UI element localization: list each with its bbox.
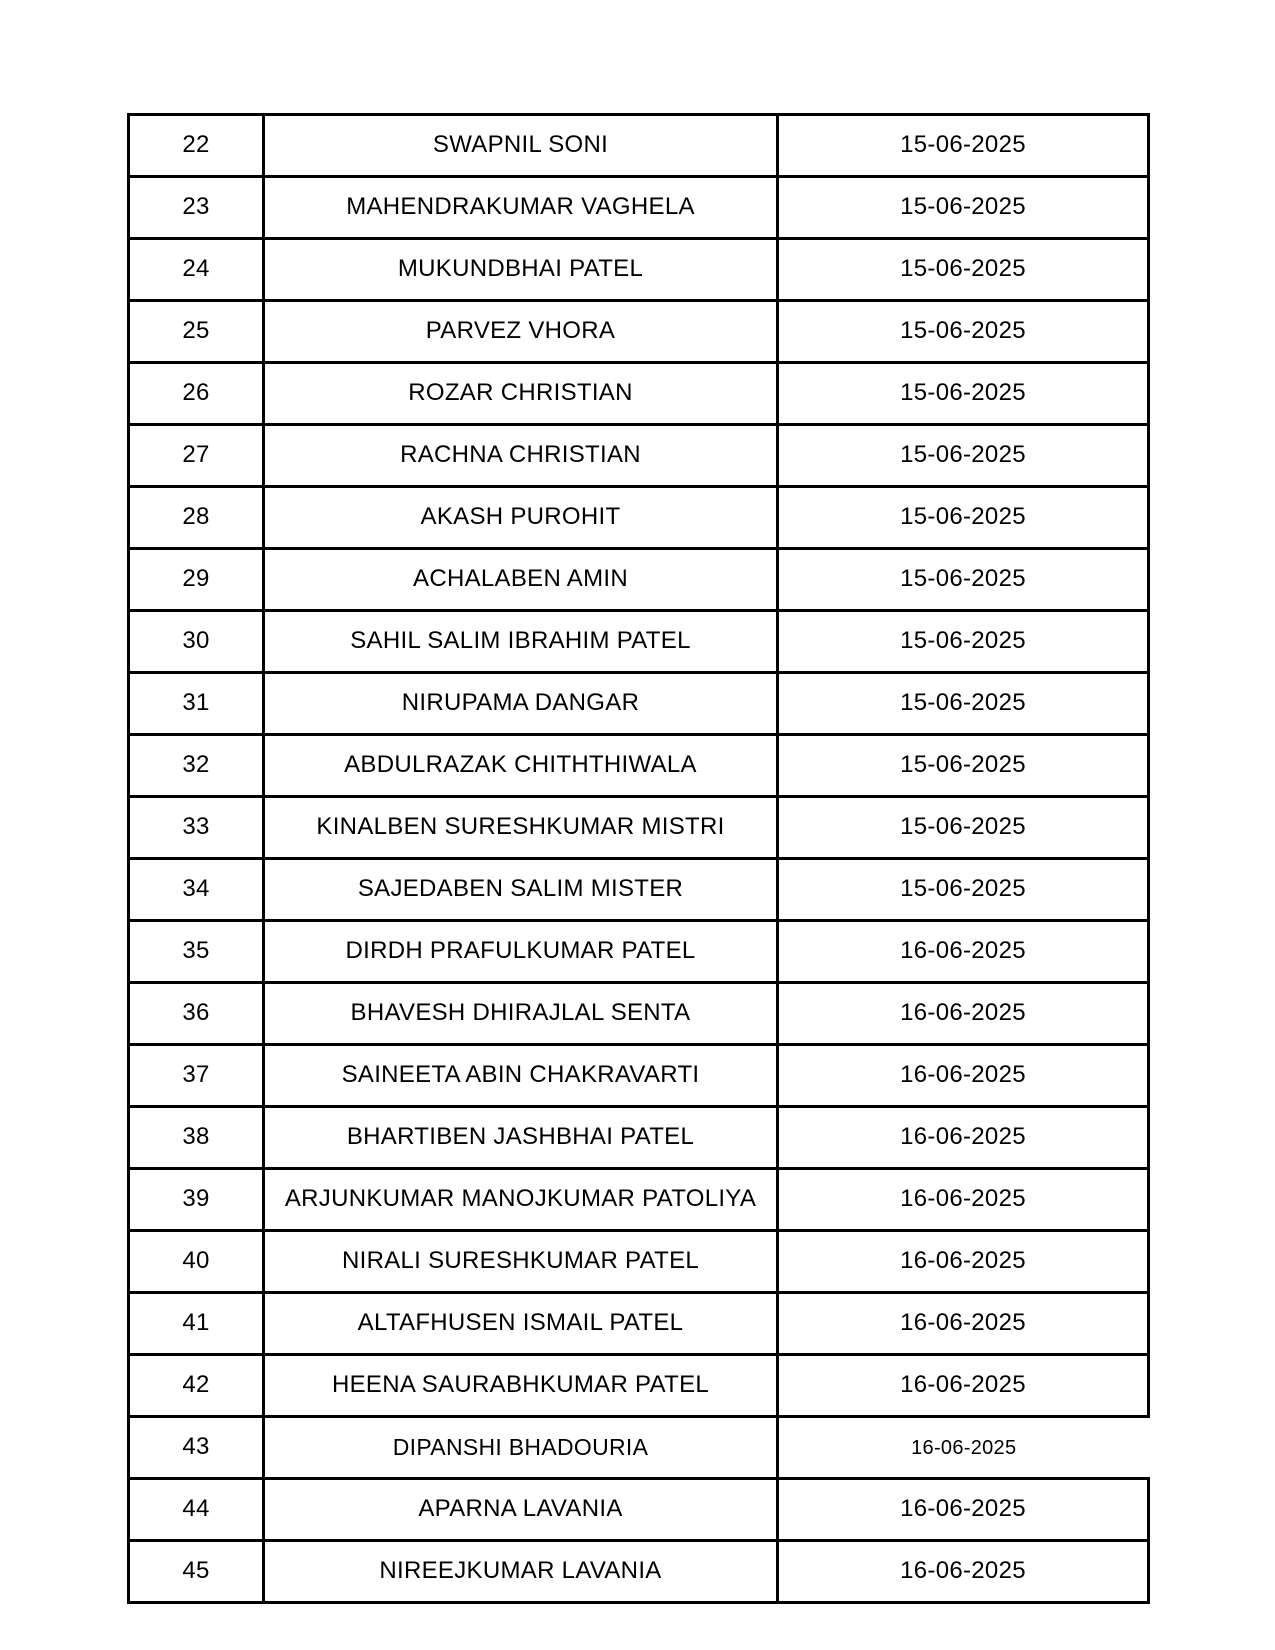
date-cell: 15-06-2025 <box>778 797 1149 859</box>
table-row <box>129 301 1149 363</box>
name-cell: RACHNA CHRISTIAN <box>264 425 778 487</box>
name-cell: ROZAR CHRISTIAN <box>264 363 778 425</box>
serial-cell: 32 <box>129 735 264 797</box>
date-cell: 16-06-2025 <box>778 1231 1149 1293</box>
date-cell: 15-06-2025 <box>778 177 1149 239</box>
table-row <box>129 983 1149 1045</box>
date-cell: 16-06-2025 <box>778 1293 1149 1355</box>
name-cell: SAJEDABEN SALIM MISTER <box>264 859 778 921</box>
serial-cell: 31 <box>129 673 264 735</box>
name-cell: HEENA SAURABHKUMAR PATEL <box>264 1355 778 1417</box>
date-cell: 16-06-2025 <box>778 1045 1149 1107</box>
serial-cell: 37 <box>129 1045 264 1107</box>
name-cell: NIRALI SURESHKUMAR PATEL <box>264 1231 778 1293</box>
date-cell: 15-06-2025 <box>778 673 1149 735</box>
name-cell: AKASH PUROHIT <box>264 487 778 549</box>
date-cell: 15-06-2025 <box>778 425 1149 487</box>
table-row <box>129 1169 1149 1231</box>
table-row <box>129 611 1149 673</box>
serial-cell: 25 <box>129 301 264 363</box>
roster-table <box>127 113 1150 1604</box>
date-cell: 15-06-2025 <box>778 301 1149 363</box>
name-cell: BHAVESH DHIRAJLAL SENTA <box>264 983 778 1045</box>
serial-cell: 45 <box>129 1541 264 1603</box>
name-cell: ARJUNKUMAR MANOJKUMAR PATOLIYA <box>264 1169 778 1231</box>
serial-cell: 38 <box>129 1107 264 1169</box>
table-row <box>129 1541 1149 1603</box>
date-cell: 15-06-2025 <box>778 611 1149 673</box>
serial-cell: 34 <box>129 859 264 921</box>
table-row <box>129 859 1149 921</box>
serial-cell: 42 <box>129 1355 264 1417</box>
date-cell: 15-06-2025 <box>778 363 1149 425</box>
date-cell: 15-06-2025 <box>778 239 1149 301</box>
serial-cell: 41 <box>129 1293 264 1355</box>
serial-cell: 36 <box>129 983 264 1045</box>
table-row <box>129 549 1149 611</box>
date-cell: 15-06-2025 <box>778 859 1149 921</box>
name-cell: APARNA LAVANIA <box>264 1479 778 1541</box>
name-cell: PARVEZ VHORA <box>264 301 778 363</box>
table-row <box>129 425 1149 487</box>
serial-cell: 28 <box>129 487 264 549</box>
table-row <box>129 1293 1149 1355</box>
date-cell: 16-06-2025 <box>778 921 1149 983</box>
name-cell: BHARTIBEN JASHBHAI PATEL <box>264 1107 778 1169</box>
date-cell: 16-06-2025 <box>778 1107 1149 1169</box>
table-row <box>129 1107 1149 1169</box>
serial-cell: 35 <box>129 921 264 983</box>
table-row <box>129 735 1149 797</box>
table-row <box>129 797 1149 859</box>
serial-cell: 23 <box>129 177 264 239</box>
name-cell: DIPANSHI BHADOURIA <box>264 1417 778 1479</box>
name-cell: SAHIL SALIM IBRAHIM PATEL <box>264 611 778 673</box>
table-row <box>129 921 1149 983</box>
name-cell: MAHENDRAKUMAR VAGHELA <box>264 177 778 239</box>
serial-cell: 24 <box>129 239 264 301</box>
table-row <box>129 1479 1149 1541</box>
date-cell: 16-06-2025 <box>778 1355 1149 1417</box>
table-row <box>129 1231 1149 1293</box>
name-cell: MUKUNDBHAI PATEL <box>264 239 778 301</box>
serial-cell: 43 <box>129 1417 264 1479</box>
name-cell: ACHALABEN AMIN <box>264 549 778 611</box>
date-cell: 16-06-2025 <box>778 983 1149 1045</box>
table-row <box>129 1417 1149 1479</box>
serial-cell: 44 <box>129 1479 264 1541</box>
serial-cell: 39 <box>129 1169 264 1231</box>
table-row <box>129 115 1149 177</box>
date-cell: 16-06-2025 <box>778 1169 1149 1231</box>
table-row <box>129 177 1149 239</box>
serial-cell: 30 <box>129 611 264 673</box>
date-cell: 15-06-2025 <box>778 549 1149 611</box>
name-cell: ABDULRAZAK CHITHTHIWALA <box>264 735 778 797</box>
name-cell: KINALBEN SURESHKUMAR MISTRI <box>264 797 778 859</box>
serial-cell: 26 <box>129 363 264 425</box>
name-cell: SAINEETA ABIN CHAKRAVARTI <box>264 1045 778 1107</box>
table-row <box>129 1355 1149 1417</box>
table-row <box>129 673 1149 735</box>
table-row <box>129 487 1149 549</box>
date-cell: 16-06-2025 <box>778 1541 1149 1603</box>
serial-cell: 22 <box>129 115 264 177</box>
name-cell: ALTAFHUSEN ISMAIL PATEL <box>264 1293 778 1355</box>
date-cell: 15-06-2025 <box>778 115 1149 177</box>
serial-cell: 29 <box>129 549 264 611</box>
serial-cell: 27 <box>129 425 264 487</box>
serial-cell: 40 <box>129 1231 264 1293</box>
name-cell: DIRDH PRAFULKUMAR PATEL <box>264 921 778 983</box>
name-cell: NIRUPAMA DANGAR <box>264 673 778 735</box>
roster-table-body <box>129 115 1149 1603</box>
table-row <box>129 363 1149 425</box>
date-cell: 15-06-2025 <box>778 735 1149 797</box>
table-row <box>129 239 1149 301</box>
date-cell: 16-06-2025 <box>778 1417 1149 1479</box>
date-cell: 15-06-2025 <box>778 487 1149 549</box>
serial-cell: 33 <box>129 797 264 859</box>
name-cell: NIREEJKUMAR LAVANIA <box>264 1541 778 1603</box>
name-cell: SWAPNIL SONI <box>264 115 778 177</box>
table-row <box>129 1045 1149 1107</box>
date-cell: 16-06-2025 <box>778 1479 1149 1541</box>
